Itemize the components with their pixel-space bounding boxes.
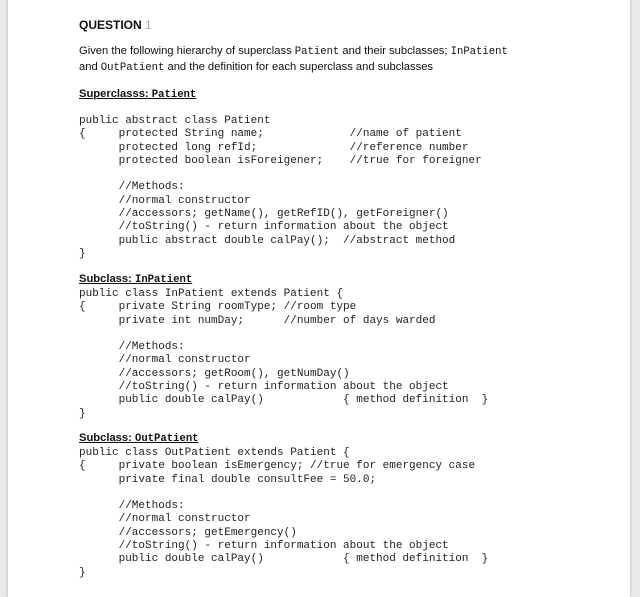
superclass-code-block [79,115,482,261]
outpatient-title-prefix: Subclass: [79,432,135,444]
code-line: protected boolean isForeigener; //true for foreigner [79,154,482,167]
outpatient-title [79,432,199,445]
code-line: //Methods: [79,341,185,354]
code-line: //accessors; getEmergency() [79,526,297,539]
inpatient-title-class: InPatient [134,274,193,286]
code-line [79,487,488,500]
code-line: { protected String name; //name of patient [79,128,462,141]
code-line: private int numDay; //number of days warded [79,314,436,327]
code-line: public double calPay() { method definition } [79,553,489,566]
code-line: public abstract class Patient [79,115,271,127]
intro-class-patient: Patient [294,46,340,58]
superclass-title-class: Patient [151,89,197,101]
code-line: } [79,566,86,579]
code-line: public double calPay() { method definition } [79,394,489,407]
intro-text-2: and their subclasses; [339,45,451,57]
question-heading [79,18,152,32]
code-line: public class OutPatient extends Patient { [79,447,350,459]
superclass-title [79,88,196,101]
intro-paragraph [79,44,619,76]
superclass-title-prefix: Superclasss: [79,88,152,100]
code-line: //toString() - return information about the object [79,540,449,553]
code-line: //normal constructor [79,513,251,526]
code-line: //Methods: [79,181,185,194]
inpatient-code-block [79,288,488,421]
code-line: //toString() - return information about the object [79,381,449,394]
question-label: QUESTION [79,18,142,32]
code-line: //normal constructor [79,194,251,207]
code-line: { private String roomType; //room type [79,301,357,314]
code-line: //Methods: [79,500,185,513]
inpatient-title [79,273,192,286]
intro-text-1: Given the following hierarchy of superclass [79,45,295,57]
code-line: } [79,407,86,420]
outpatient-code-block [79,447,488,580]
code-line [79,328,488,341]
question-number: 1 [145,18,152,32]
code-line: protected long refId; //reference number [79,141,469,154]
code-line: //accessors; getName(), getRefID(), getForeigner() [79,208,449,221]
code-line: //normal constructor [79,354,251,367]
code-line [79,168,482,181]
code-line: private final double consultFee = 50.0; [79,473,377,486]
inpatient-title-prefix: Subclass: [79,273,135,285]
outpatient-title-class: OutPatient [134,433,199,445]
intro-text-3: and [79,61,101,73]
code-line: } [79,247,86,260]
code-line: //toString() - return information about the object [79,221,449,234]
code-line: { private boolean isEmergency; //true for emergency case [79,460,476,473]
code-line: public abstract double calPay(); //abstract method [79,234,456,247]
code-line: public class InPatient extends Patient { [79,288,344,300]
document-page [8,0,630,597]
intro-class-outpatient: OutPatient [100,62,165,74]
intro-class-inpatient: InPatient [450,46,508,58]
code-line: //accessors; getRoom(), getNumDay() [79,367,350,380]
intro-text-4: and the definition for each superclass and subclasses [164,61,434,73]
